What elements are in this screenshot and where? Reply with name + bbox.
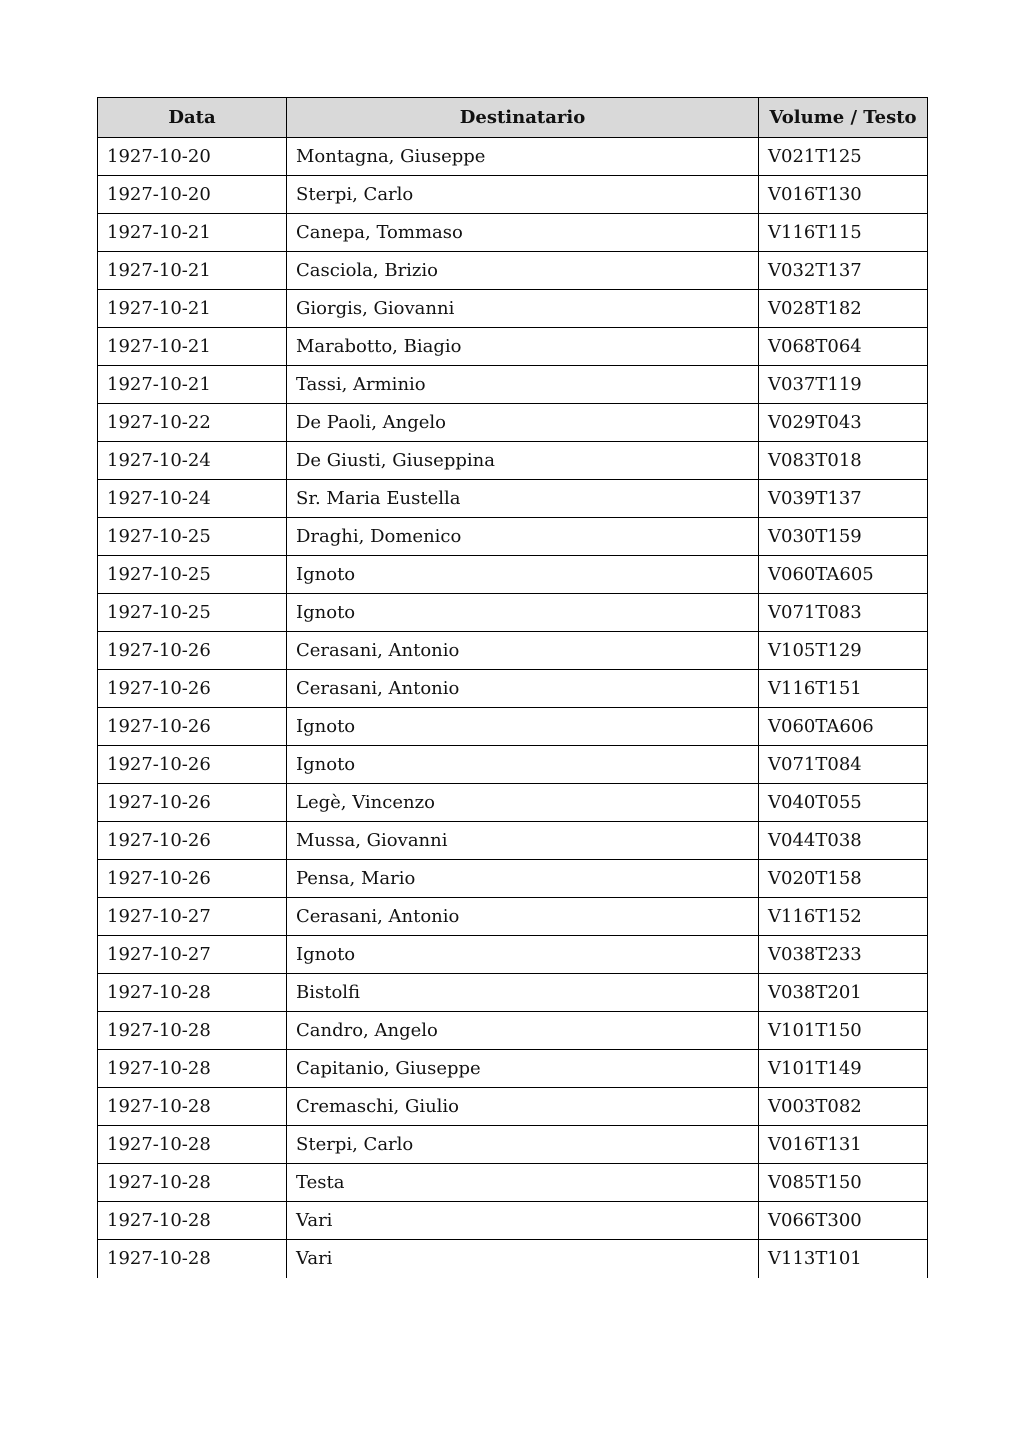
- table-row: [98, 366, 928, 404]
- cell-recipient: Casciola, Brizio: [287, 252, 759, 290]
- register-table-container: [97, 97, 927, 1278]
- cell-recipient: Ignoto: [287, 708, 759, 746]
- cell-date: 1927-10-28: [98, 1050, 287, 1088]
- cell-volume: V037T119: [759, 366, 928, 404]
- cell-volume: V116T151: [759, 670, 928, 708]
- cell-recipient: Ignoto: [287, 936, 759, 974]
- cell-recipient: Sterpi, Carlo: [287, 1126, 759, 1164]
- table-body: [98, 138, 928, 1278]
- table-row: [98, 822, 928, 860]
- cell-recipient: Marabotto, Biagio: [287, 328, 759, 366]
- cell-volume: V101T150: [759, 1012, 928, 1050]
- cell-date: 1927-10-28: [98, 1240, 287, 1278]
- cell-volume: V116T115: [759, 214, 928, 252]
- cell-volume: V003T082: [759, 1088, 928, 1126]
- table-row: [98, 708, 928, 746]
- cell-volume: V038T233: [759, 936, 928, 974]
- cell-date: 1927-10-25: [98, 556, 287, 594]
- letters-register-table: [97, 97, 928, 1278]
- cell-volume: V044T038: [759, 822, 928, 860]
- cell-volume: V113T101: [759, 1240, 928, 1278]
- cell-recipient: Tassi, Arminio: [287, 366, 759, 404]
- cell-date: 1927-10-21: [98, 290, 287, 328]
- cell-volume: V020T158: [759, 860, 928, 898]
- cell-recipient: Mussa, Giovanni: [287, 822, 759, 860]
- cell-date: 1927-10-28: [98, 1012, 287, 1050]
- cell-recipient: Cerasani, Antonio: [287, 670, 759, 708]
- table-row: [98, 784, 928, 822]
- cell-recipient: Ignoto: [287, 594, 759, 632]
- table-row: [98, 290, 928, 328]
- cell-date: 1927-10-27: [98, 898, 287, 936]
- table-row: [98, 1164, 928, 1202]
- table-row: [98, 860, 928, 898]
- cell-date: 1927-10-26: [98, 784, 287, 822]
- cell-recipient: Vari: [287, 1202, 759, 1240]
- table-row: [98, 1012, 928, 1050]
- cell-volume: V060TA606: [759, 708, 928, 746]
- table-row: [98, 746, 928, 784]
- cell-volume: V038T201: [759, 974, 928, 1012]
- cell-recipient: Candro, Angelo: [287, 1012, 759, 1050]
- table-row: [98, 176, 928, 214]
- cell-recipient: Ignoto: [287, 746, 759, 784]
- cell-recipient: Pensa, Mario: [287, 860, 759, 898]
- cell-date: 1927-10-28: [98, 1164, 287, 1202]
- cell-date: 1927-10-28: [98, 1202, 287, 1240]
- cell-volume: V016T131: [759, 1126, 928, 1164]
- cell-date: 1927-10-26: [98, 708, 287, 746]
- cell-date: 1927-10-28: [98, 1088, 287, 1126]
- header-volume: Volume / Testo: [759, 98, 928, 138]
- cell-recipient: Testa: [287, 1164, 759, 1202]
- table-row: [98, 1202, 928, 1240]
- cell-recipient: De Giusti, Giuseppina: [287, 442, 759, 480]
- cell-date: 1927-10-21: [98, 328, 287, 366]
- cell-recipient: Sr. Maria Eustella: [287, 480, 759, 518]
- cell-volume: V105T129: [759, 632, 928, 670]
- cell-date: 1927-10-20: [98, 138, 287, 176]
- cell-recipient: Giorgis, Giovanni: [287, 290, 759, 328]
- cell-recipient: Draghi, Domenico: [287, 518, 759, 556]
- header-recipient: Destinatario: [287, 98, 759, 138]
- cell-recipient: Legè, Vincenzo: [287, 784, 759, 822]
- table-row: [98, 328, 928, 366]
- cell-date: 1927-10-25: [98, 594, 287, 632]
- cell-date: 1927-10-22: [98, 404, 287, 442]
- table-row: [98, 404, 928, 442]
- cell-date: 1927-10-24: [98, 442, 287, 480]
- table-row: [98, 936, 928, 974]
- table-row: [98, 632, 928, 670]
- cell-volume: V101T149: [759, 1050, 928, 1088]
- cell-date: 1927-10-26: [98, 822, 287, 860]
- table-row: [98, 594, 928, 632]
- cell-recipient: Cerasani, Antonio: [287, 632, 759, 670]
- table-row: [98, 670, 928, 708]
- cell-date: 1927-10-28: [98, 1126, 287, 1164]
- cell-date: 1927-10-24: [98, 480, 287, 518]
- table-row: [98, 138, 928, 176]
- cell-date: 1927-10-25: [98, 518, 287, 556]
- cell-volume: V030T159: [759, 518, 928, 556]
- cell-recipient: Sterpi, Carlo: [287, 176, 759, 214]
- table-row: [98, 556, 928, 594]
- cell-date: 1927-10-21: [98, 366, 287, 404]
- cell-volume: V021T125: [759, 138, 928, 176]
- cell-recipient: Ignoto: [287, 556, 759, 594]
- table-row: [98, 214, 928, 252]
- cell-date: 1927-10-21: [98, 252, 287, 290]
- cell-volume: V032T137: [759, 252, 928, 290]
- cell-date: 1927-10-28: [98, 974, 287, 1012]
- table-row: [98, 898, 928, 936]
- cell-recipient: Cerasani, Antonio: [287, 898, 759, 936]
- cell-recipient: Cremaschi, Giulio: [287, 1088, 759, 1126]
- cell-volume: V029T043: [759, 404, 928, 442]
- cell-volume: V071T084: [759, 746, 928, 784]
- cell-date: 1927-10-26: [98, 670, 287, 708]
- table-header: [98, 98, 928, 138]
- cell-recipient: De Paoli, Angelo: [287, 404, 759, 442]
- cell-recipient: Capitanio, Giuseppe: [287, 1050, 759, 1088]
- header-row: [98, 98, 928, 138]
- cell-date: 1927-10-26: [98, 746, 287, 784]
- table-row: [98, 252, 928, 290]
- cell-volume: V071T083: [759, 594, 928, 632]
- table-row: [98, 442, 928, 480]
- cell-volume: V085T150: [759, 1164, 928, 1202]
- table-row: [98, 1050, 928, 1088]
- cell-volume: V116T152: [759, 898, 928, 936]
- table-row: [98, 1240, 928, 1278]
- cell-recipient: Vari: [287, 1240, 759, 1278]
- cell-volume: V066T300: [759, 1202, 928, 1240]
- table-row: [98, 1088, 928, 1126]
- cell-volume: V039T137: [759, 480, 928, 518]
- cell-date: 1927-10-26: [98, 860, 287, 898]
- table-row: [98, 1126, 928, 1164]
- table-row: [98, 974, 928, 1012]
- cell-volume: V060TA605: [759, 556, 928, 594]
- cell-volume: V083T018: [759, 442, 928, 480]
- cell-recipient: Montagna, Giuseppe: [287, 138, 759, 176]
- cell-volume: V016T130: [759, 176, 928, 214]
- cell-date: 1927-10-20: [98, 176, 287, 214]
- table-row: [98, 518, 928, 556]
- cell-date: 1927-10-26: [98, 632, 287, 670]
- cell-date: 1927-10-21: [98, 214, 287, 252]
- cell-volume: V068T064: [759, 328, 928, 366]
- table-row: [98, 480, 928, 518]
- cell-recipient: Canepa, Tommaso: [287, 214, 759, 252]
- cell-recipient: Bistolfi: [287, 974, 759, 1012]
- cell-date: 1927-10-27: [98, 936, 287, 974]
- cell-volume: V028T182: [759, 290, 928, 328]
- cell-volume: V040T055: [759, 784, 928, 822]
- header-date: Data: [98, 98, 287, 138]
